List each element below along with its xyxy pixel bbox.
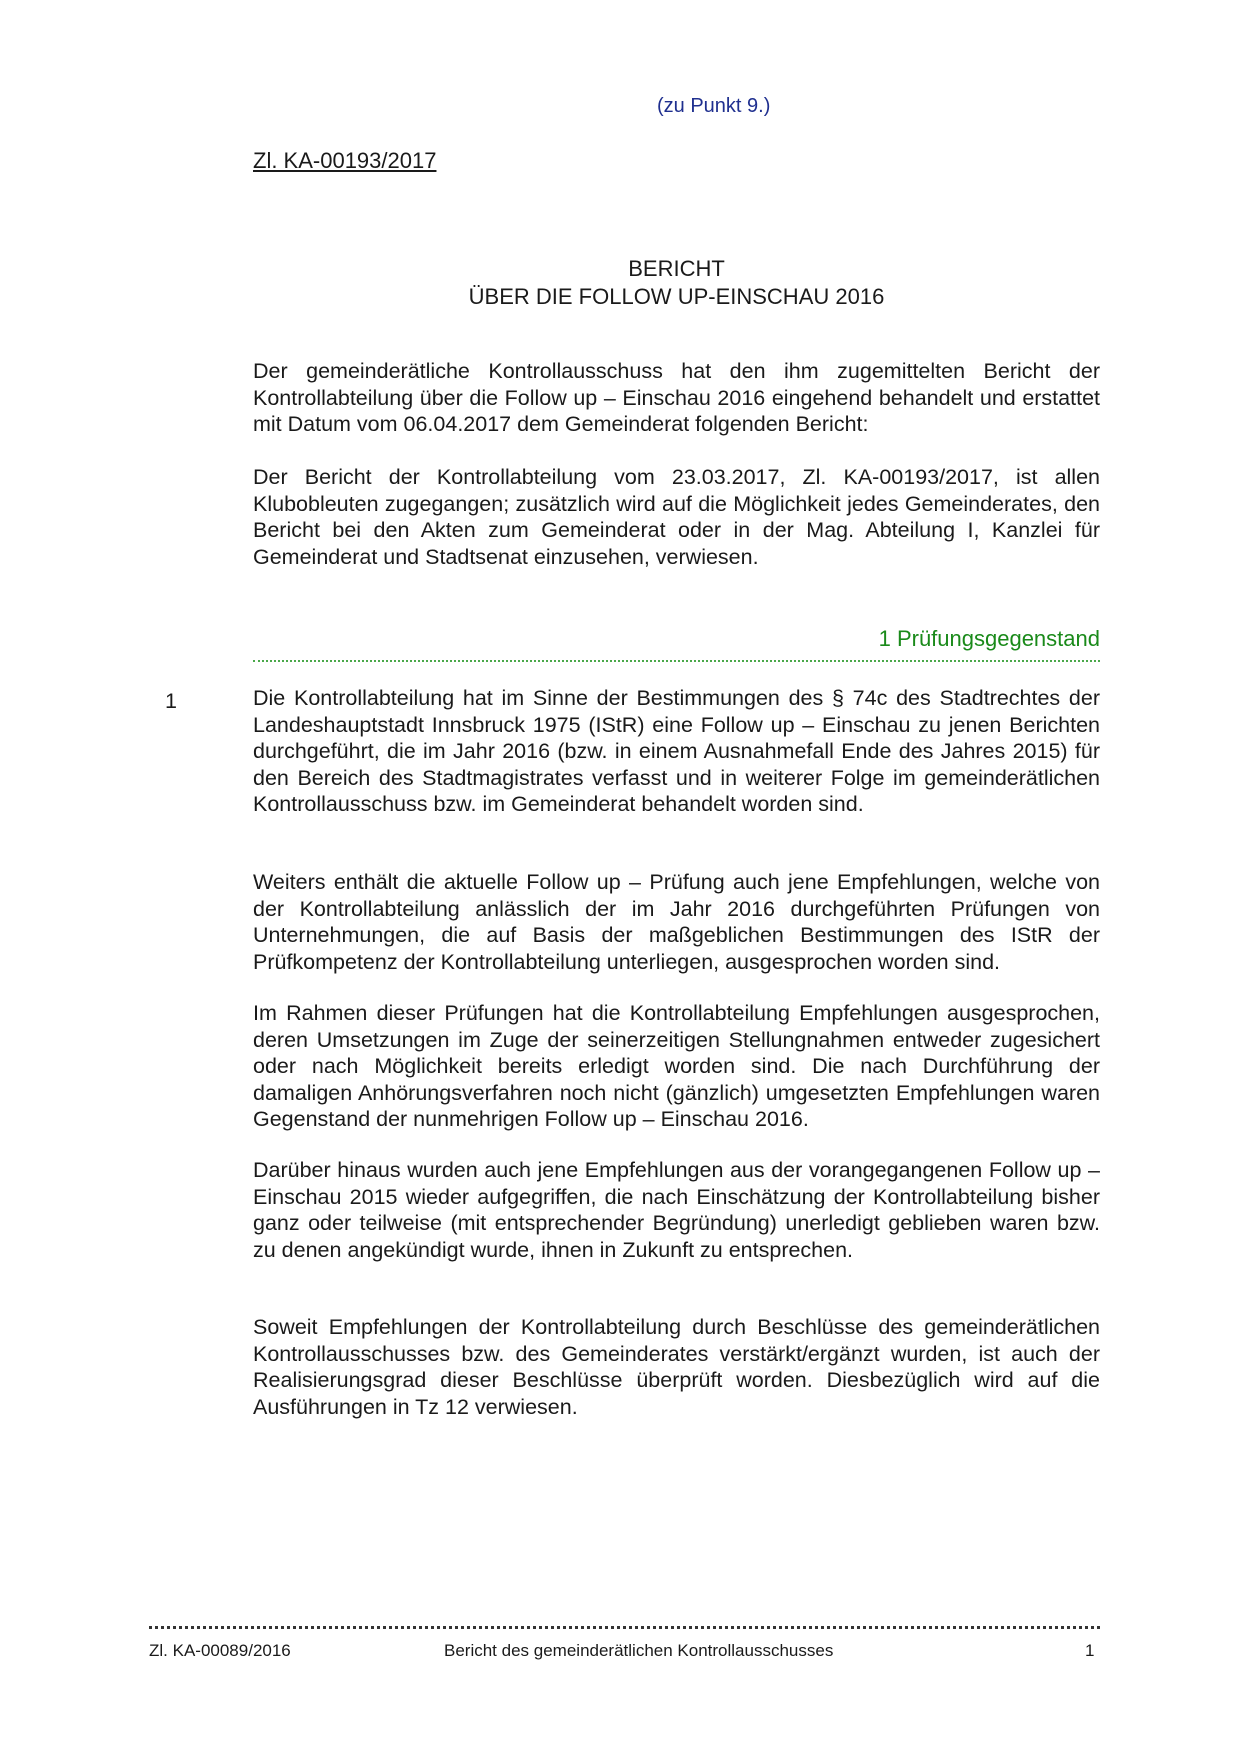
footer-title: Bericht des gemeinderätlichen Kontrollausschusses [444, 1641, 834, 1660]
report-title-line-2: ÜBER DIE FOLLOW UP-EINSCHAU 2016 [468, 284, 885, 309]
intro-paragraph-2: Der Bericht der Kontrollabteilung vom 23.03.2017, Zl. KA-00193/2017, ist allen Klubobleuten zugegangen; zusätzlich wird auf die Möglichkeit jedes Gemeinderates, den Bericht bei den Akten zum Gemeinderat oder in der Mag. Abteilung I, Kanzlei für Gemeinderat und Stadtsenat einzusehen, verwiesen. [253, 465, 1100, 569]
page-number: 1 [1085, 1641, 1095, 1660]
reference-number: Zl. KA-00193/2017 [253, 148, 437, 173]
section-paragraph-5: Soweit Empfehlungen der Kontrollabteilung durch Beschlüsse des gemeinderätlichen Kontrollausschusses bzw. des Gemeinderates verstärkt/ergänzt wurden, ist auch der Realisierungsgrad dieser Beschlüsse überprüft worden. Diesbezüglich wird auf die Ausführungen in Tz 12 verwiesen. [253, 1315, 1100, 1419]
report-title [253, 255, 1100, 311]
intro-paragraph-1: Der gemeinderätliche Kontrollausschuss hat den ihm zugemittelten Bericht der Kontrollabteilung über die Follow up – Einschau 2016 eingehend behandelt und erstattet mit Datum vom 06.04.2017 dem Gemeinderat folgenden Bericht: [253, 359, 1100, 436]
tz-number: 1 [165, 689, 177, 713]
agenda-note: (zu Punkt 9.) [657, 95, 771, 117]
footer-divider [149, 1626, 1100, 1629]
section-heading: 1 Prüfungsgegenstand [878, 626, 1100, 651]
footer-reference: Zl. KA-00089/2016 [149, 1641, 291, 1660]
section-paragraph-1: Die Kontrollabteilung hat im Sinne der Bestimmungen des § 74c des Stadtrechtes der Landeshauptstadt Innsbruck 1975 (IStR) eine Follow up – Einschau zu jenen Berichten durchgeführt, die im Jahr 2016 (bzw. in einem Ausnahmefall Ende des Jahres 2015) für den Bereich des Stadtmagistrates verfasst und in weiterer Folge im gemeinderätlichen Kontrollausschuss bzw. im Gemeinderat behandelt worden sind. [253, 686, 1100, 816]
section-paragraph-2: Weiters enthält die aktuelle Follow up – Prüfung auch jene Empfehlungen, welche von der Kontrollabteilung anlässlich der im Jahr 2016 durchgeführten Prüfungen von Unternehmungen, die auf Basis der maßgeblichen Bestimmungen des IStR der Prüfkompetenz der Kontrollabteilung unterliegen, ausgesprochen worden sind. [253, 870, 1100, 974]
section-paragraph-3: Im Rahmen dieser Prüfungen hat die Kontrollabteilung Empfehlungen ausgesprochen, deren Umsetzungen im Zuge der seinerzeitigen Stellungnahmen entweder zugesichert oder nach Möglichkeit bereits erledigt worden sind. Die nach Durchführung der damaligen Anhörungsverfahren noch nicht (gänzlich) umgesetzten Empfehlungen waren Gegenstand der nunmehrigen Follow up – Einschau 2016. [253, 1001, 1100, 1131]
section-divider [253, 660, 1100, 662]
section-paragraph-4: Darüber hinaus wurden auch jene Empfehlungen aus der vorangegangenen Follow up – Einschau 2015 wieder aufgegriffen, die nach Einschätzung der Kontrollabteilung bisher ganz oder teilweise (mit entsprechender Begründung) unerledigt geblieben waren bzw. zu denen angekündigt wurde, ihnen in Zukunft zu entsprechen. [253, 1158, 1100, 1262]
report-title-line-1: BERICHT [628, 256, 725, 281]
